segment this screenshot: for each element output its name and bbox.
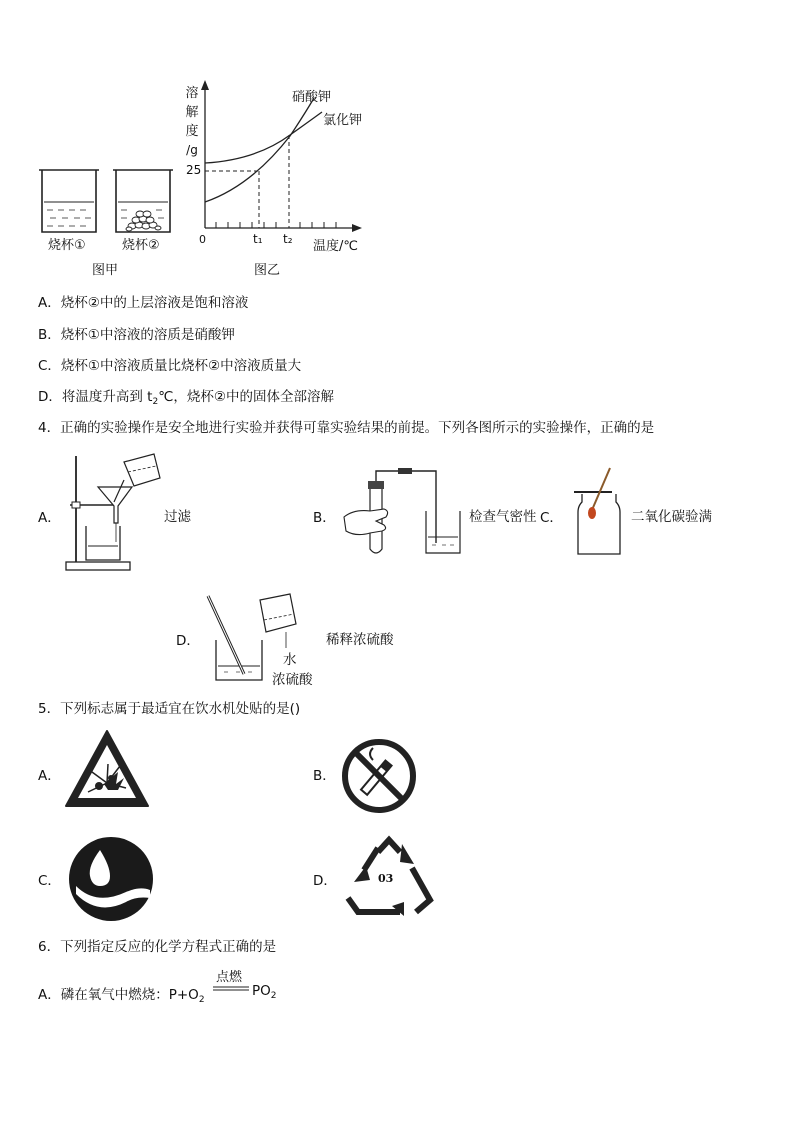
q5-stem: 5．下列标志属于最适宜在饮水机处贴的是() [38, 701, 301, 717]
q3-option-b: B．烧杯①中溶液的溶质是硝酸钾 [38, 327, 235, 343]
q4-option-b-letter: B． [313, 510, 336, 526]
q6-product-sub: 2 [270, 991, 277, 1001]
beaker-2-label: 烧杯② [122, 238, 160, 253]
q6-option-a [38, 983, 205, 1005]
y-tick-25: 25 [186, 163, 202, 177]
q4-option-c-letter: C． [540, 510, 563, 526]
q6-option-a-pre: A．磷在氧气中燃烧：P+O [38, 987, 199, 1003]
x-axis-label: 温度/℃ [313, 239, 358, 254]
no-smoking-icon [341, 738, 417, 814]
curve-kcl-label: 氯化钾 [323, 113, 363, 128]
explosive-warning-icon [64, 728, 150, 810]
solubility-graph [196, 78, 371, 238]
recycle-code: 03 [378, 872, 394, 885]
q6-product: PO [252, 983, 271, 999]
tick-t1: t₁ [253, 232, 263, 246]
q4-option-b-label: 检查气密性 [469, 509, 537, 525]
q3-option-d-pre: D．将温度升高到 t [38, 389, 153, 405]
q4-option-d-label: 稀释浓硫酸 [326, 632, 394, 648]
q3-option-a: A．烧杯②中的上层溶液是饱和溶液 [38, 295, 249, 311]
y-label-char: 度 [185, 124, 199, 139]
curve-kno3-label: 硝酸钾 [292, 90, 332, 105]
q6-stem: 6．下列指定反应的化学方程式正确的是 [38, 939, 277, 955]
q3-option-d-sub: 2 [152, 397, 159, 407]
y-label-char: /g [186, 143, 198, 157]
q4-option-d-letter: D． [176, 633, 200, 649]
figure-a-caption: 图甲 [92, 263, 119, 278]
q4-option-a-label: 过滤 [164, 509, 191, 525]
graph-origin: 0 [199, 233, 206, 246]
q5-option-b-letter: B． [313, 768, 336, 784]
q6-option-a-product [252, 983, 277, 1001]
q4-option-d-water: 水 [283, 652, 297, 668]
q4-option-a-letter: A． [38, 510, 61, 526]
y-label-char: 溶 [185, 86, 199, 101]
y-label-char: 解 [185, 105, 199, 120]
q6-option-a-sub1: 2 [198, 995, 205, 1005]
q5-option-a-letter: A． [38, 768, 61, 784]
figure-b-caption: 图乙 [254, 263, 281, 278]
q4-stem: 4．正确的实验操作是安全地进行实验并获得可靠实验结果的前提。下列各图所示的实验操作，正确的是 [38, 420, 655, 436]
beaker-1-figure [38, 168, 102, 236]
q5-option-c-letter: C． [38, 873, 61, 889]
water-saving-icon [66, 836, 156, 922]
kcl-curve [205, 112, 322, 163]
beaker-2-figure [112, 168, 176, 236]
beaker-1-label: 烧杯① [48, 238, 86, 253]
reaction-equals-sign [213, 986, 249, 992]
q5-option-d-letter: D． [313, 873, 337, 889]
filtration-apparatus-figure [62, 450, 167, 574]
co2-full-check-figure [572, 466, 628, 560]
q4-option-c-label: 二氧化碳验满 [631, 509, 712, 525]
q3-option-d [38, 385, 334, 407]
reaction-condition: 点燃 [216, 970, 243, 985]
q4-option-d-acid: 浓硫酸 [272, 672, 313, 688]
airtightness-check-figure [340, 465, 465, 560]
q3-option-d-post: ℃，烧杯②中的固体全部溶解 [158, 389, 334, 405]
q3-option-c: C．烧杯①中溶液质量比烧杯②中溶液质量大 [38, 358, 302, 374]
tick-t2: t₂ [283, 232, 293, 246]
